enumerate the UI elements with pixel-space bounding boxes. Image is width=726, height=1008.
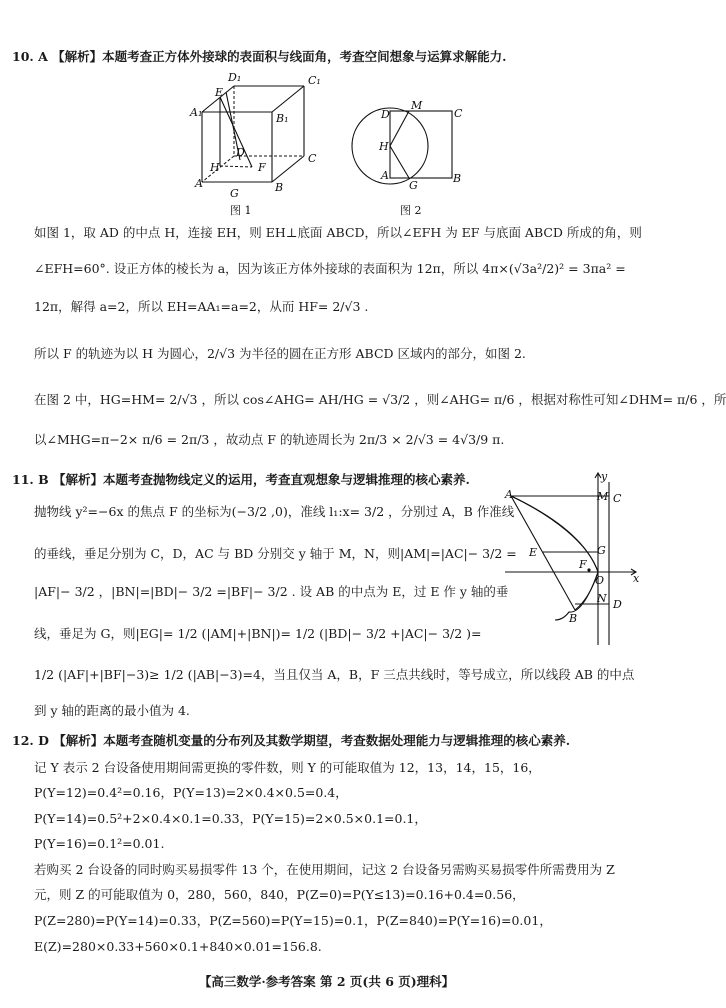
fig3-label-F: F xyxy=(579,558,587,571)
fig2-label-G: G xyxy=(409,179,418,192)
fig3-label-G: G xyxy=(597,544,606,557)
q11-line-4: 线，垂足为 G，则|EG|= 1/2 (|AM|+|BN|)= 1/2 (|BD|− 3/2 +|AC|− 3/2 )= xyxy=(34,626,482,641)
q12-line-7: P(Z=280)=P(Y=14)=0.33，P(Z=560)=P(Y=15)=0.1，P(Z=840)=P(Y=16)=0.01， xyxy=(34,913,552,928)
q12-line-4: P(Y=16)=0.1²=0.01. xyxy=(34,836,165,851)
figure-1-cube xyxy=(190,70,330,220)
q10-line-1: 如图 1，取 AD 的中点 H，连接 EH，则 EH⊥底面 ABCD，所以∠EFH 为 EF 与底面 ABCD 所成的角，则 xyxy=(34,225,642,240)
page-footer: 【高三数学·参考答案 第 2 页(共 6 页)理科】 xyxy=(198,974,455,989)
fig1-label-B: B xyxy=(275,181,284,194)
fig2-label-A: A xyxy=(381,169,389,182)
fig2-label-H: H xyxy=(379,140,389,153)
q12-line-1: 记 Y 表示 2 台设备使用期间需更换的零件数，则 Y 的可能取值为 12，13，14，15，16， xyxy=(34,760,541,775)
q12-line-3: P(Y=14)=0.5²+2×0.4×0.1=0.33，P(Y=15)=2×0.5×0.1=0.1， xyxy=(34,811,427,826)
q10-line-5: 在图 2 中，HG=HM= 2/√3 ，所以 cos∠AHG= AH/HG = √3/2 ，则∠AHG= π/6 ，根据对称性可知∠DHM= π/6 ，所 xyxy=(34,392,726,407)
q10-line-6: 以∠MHG=π−2× π/6 = 2π/3 ，故动点 F 的轨迹周长为 2π/3 × 2/√3 = 4√3/9 π. xyxy=(34,432,505,447)
q11-line-6: 到 y 轴的距离的最小值为 4. xyxy=(34,703,190,718)
fig1-caption: 图 1 xyxy=(230,204,252,217)
q10-line-2: ∠EFH=60°. 设正方体的棱长为 a，因为该正方体外接球的表面积为 12π，所以 4π×(√3a²/2)² = 3πa² = xyxy=(34,261,626,276)
q12-line-6: 元，则 Z 的可能取值为 0，280，560，840，P(Z=0)=P(Y≤13)=0.16+0.4=0.56， xyxy=(34,887,525,902)
q11-line-1: 抛物线 y²=−6x 的焦点 F 的坐标为(−3/2 ,0)，准线 l₁:x= 3/2 ，分别过 A，B 作准线 xyxy=(34,504,515,519)
figure-2-circle-square xyxy=(345,96,470,220)
fig1-label-C1: C₁ xyxy=(308,74,321,87)
fig1-label-B1: B₁ xyxy=(276,112,289,125)
fig1-label-A: A xyxy=(195,177,203,190)
fig1-label-E: E xyxy=(215,86,224,99)
fig1-label-D1: D₁ xyxy=(228,71,242,84)
q12-heading: 12. D 【解析】本题考查随机变量的分布列及其数学期望，考查数据处理能力与逻辑推理的核心素养. xyxy=(12,733,571,748)
fig3-label-E: E xyxy=(529,546,538,559)
fig1-label-C: C xyxy=(308,152,317,165)
fig1-label-G: G xyxy=(230,187,239,200)
q12-line-5: 若购买 2 台设备的同时购买易损零件 13 个，在使用期间，记这 2 台设备另需购买易损零件所需费用为 Z xyxy=(34,862,615,877)
fig1-label-A1: A₁ xyxy=(190,106,203,119)
fig2-label-M: M xyxy=(411,99,423,112)
fig2-label-B: B xyxy=(453,172,462,185)
q12-line-8: E(Z)=280×0.33+560×0.1+840×0.01=156.8. xyxy=(34,939,322,954)
q10-line-3: 12π，解得 a=2，所以 EH=AA₁=a=2，从而 HF= 2/√3 . xyxy=(34,299,369,314)
fig3-label-C: C xyxy=(613,492,622,505)
q10-line-4: 所以 F 的轨迹为以 H 为圆心，2/√3 为半径的圆在正方形 ABCD 区域内的部分，如图 2. xyxy=(34,346,526,361)
q11-heading: 11. B 【解析】本题考查抛物线定义的运用，考查直观想象与逻辑推理的核心素养. xyxy=(12,472,470,487)
fig3-label-O: O xyxy=(595,574,605,587)
fig2-caption: 图 2 xyxy=(400,204,422,217)
fig3-label-D: D xyxy=(613,598,622,611)
q11-line-3: |AF|− 3/2 ，|BN|=|BD|− 3/2 =|BF|− 3/2 . 设 AB 的中点为 E，过 E 作 y 轴的垂 xyxy=(34,584,509,599)
fig2-label-C: C xyxy=(454,107,463,120)
fig1-label-D: D xyxy=(236,146,245,159)
fig1-label-F: F xyxy=(258,161,266,174)
fig3-label-y: y xyxy=(601,470,608,483)
fig3-label-M: M xyxy=(597,490,609,503)
q12-line-2: P(Y=12)=0.4²=0.16，P(Y=13)=2×0.4×0.5=0.4， xyxy=(34,785,348,800)
q11-line-2: 的垂线，垂足分别为 C，D，AC 与 BD 分别交 y 轴于 M，N，则|AM|=|AC|− 3/2 = xyxy=(34,546,517,561)
q11-line-5: 1/2 (|AF|+|BF|−3)≥ 1/2 (|AB|−3)=4，当且仅当 A，B，F 三点共线时，等号成立，所以线段 AB 的中点 xyxy=(34,667,635,682)
q10-heading: 10. A 【解析】本题考查正方体外接球的表面积与线面角，考查空间想象与运算求解能力. xyxy=(12,49,507,64)
figure-3-parabola xyxy=(503,470,643,650)
fig1-label-H: H xyxy=(210,161,220,174)
fig3-label-N: N xyxy=(597,592,607,605)
fig3-label-A: A xyxy=(505,488,513,501)
fig3-label-B: B xyxy=(569,612,578,625)
fig3-label-x: x xyxy=(633,572,640,585)
fig2-label-D: D xyxy=(381,108,390,121)
